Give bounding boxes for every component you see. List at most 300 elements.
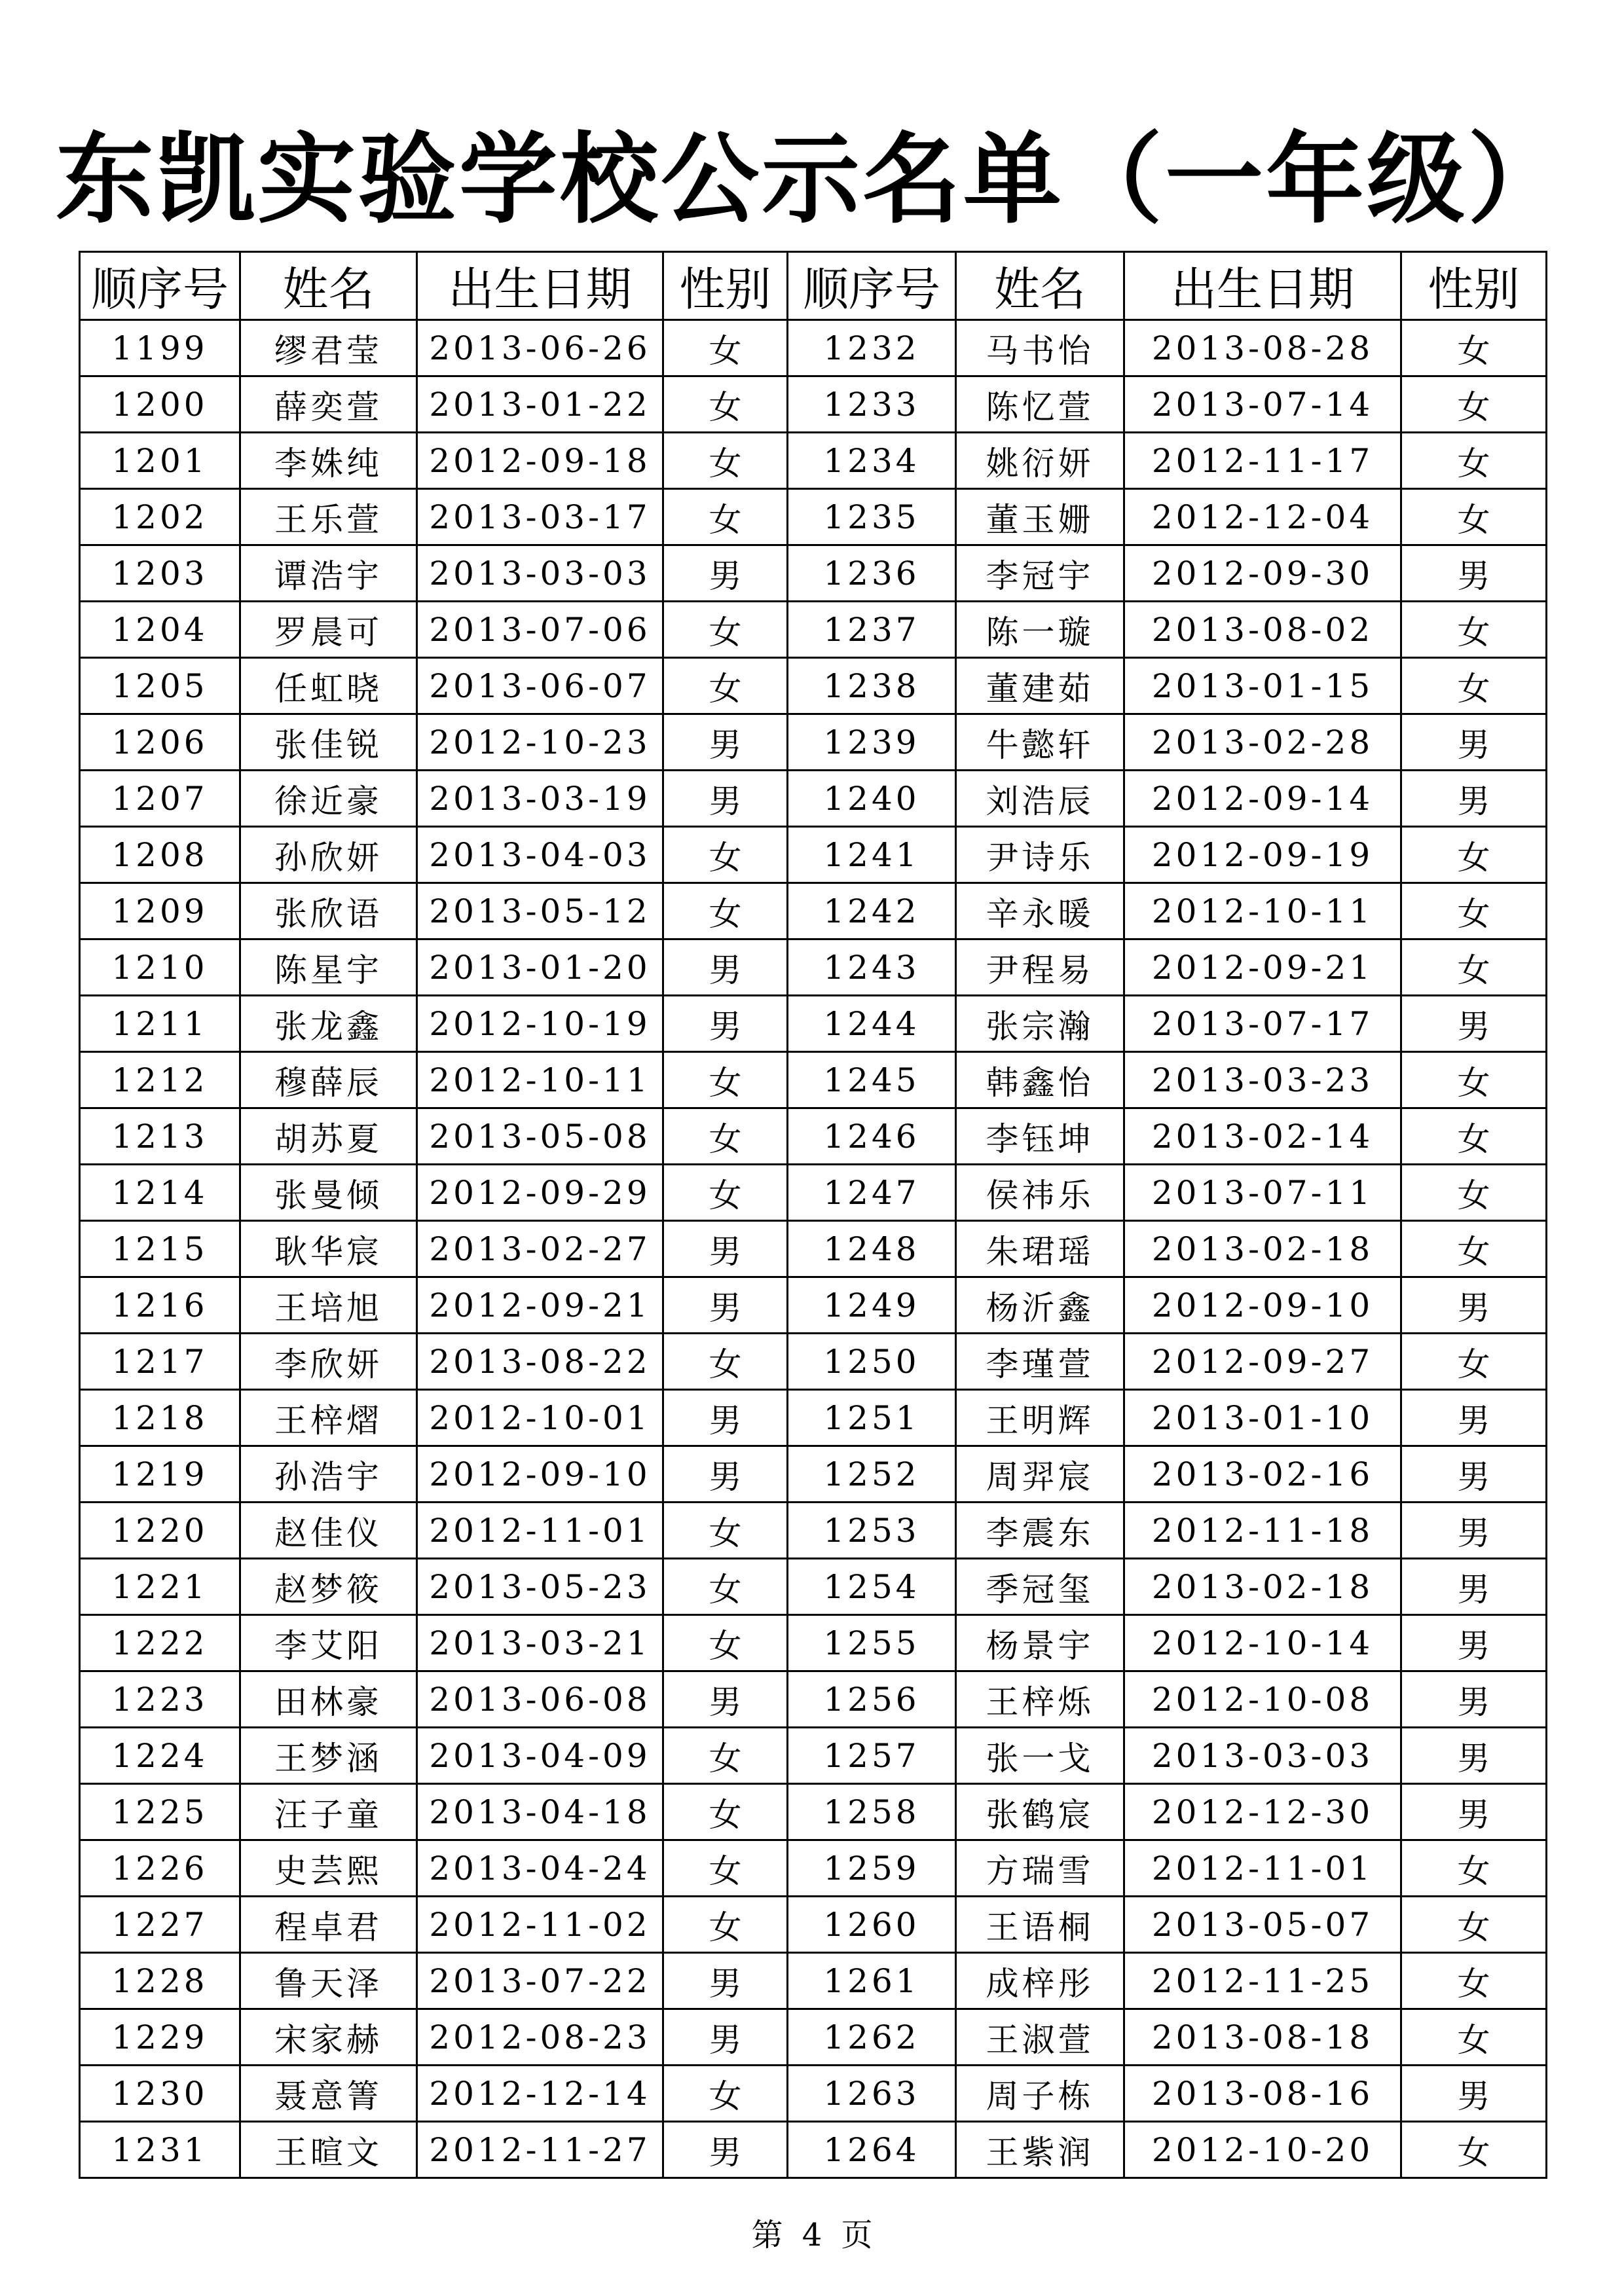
birthdate-cell: 2013-03-17 [417,489,663,545]
birthdate-cell: 2013-06-08 [417,1671,663,1728]
name-cell: 王淑萱 [956,2009,1124,2066]
name-cell: 汪子童 [240,1784,417,1840]
table-row [80,1897,1547,1953]
gender-cell: 女 [663,1615,788,1671]
name-cell: 张鹤宸 [956,1784,1124,1840]
seq-cell: 1263 [788,2066,956,2122]
birthdate-cell: 2013-02-28 [1124,714,1401,771]
birthdate-cell: 2012-09-21 [417,1277,663,1334]
seq-cell: 1232 [788,320,956,376]
birthdate-cell: 2013-03-21 [417,1615,663,1671]
birthdate-cell: 2012-09-10 [417,1446,663,1503]
gender-cell: 女 [1401,827,1547,883]
seq-cell: 1216 [80,1277,240,1334]
seq-cell: 1234 [788,433,956,489]
gender-cell: 女 [1401,1334,1547,1390]
name-cell: 史芸熙 [240,1840,417,1897]
gender-cell: 男 [663,1390,788,1446]
gender-cell: 女 [663,1165,788,1221]
birthdate-cell: 2012-11-18 [1124,1503,1401,1559]
seq-cell: 1219 [80,1446,240,1503]
name-cell: 李欣妍 [240,1334,417,1390]
gender-cell: 女 [663,376,788,433]
name-cell: 缪君莹 [240,320,417,376]
table-row [80,1390,1547,1446]
gender-cell: 男 [663,1277,788,1334]
name-cell: 张龙鑫 [240,996,417,1052]
name-cell: 李钰坤 [956,1108,1124,1165]
name-cell: 王梓烁 [956,1671,1124,1728]
seq-cell: 1247 [788,1165,956,1221]
seq-cell: 1241 [788,827,956,883]
name-cell: 耿华宸 [240,1221,417,1277]
birthdate-cell: 2012-09-19 [1124,827,1401,883]
birthdate-cell: 2012-10-23 [417,714,663,771]
birthdate-cell: 2013-07-06 [417,602,663,658]
header-gender-right: 性别 [1401,252,1547,320]
gender-cell: 男 [1401,1671,1547,1728]
table-row [80,1559,1547,1615]
gender-cell: 男 [1401,1503,1547,1559]
name-cell: 赵佳仪 [240,1503,417,1559]
birthdate-cell: 2013-02-14 [1124,1108,1401,1165]
name-cell: 李冠宇 [956,545,1124,602]
birthdate-cell: 2012-10-08 [1124,1671,1401,1728]
gender-cell: 男 [663,714,788,771]
seq-cell: 1253 [788,1503,956,1559]
seq-cell: 1230 [80,2066,240,2122]
seq-cell: 1227 [80,1897,240,1953]
birthdate-cell: 2012-10-11 [1124,883,1401,939]
seq-cell: 1220 [80,1503,240,1559]
page-number: 第 4 页 [751,2217,873,2253]
name-cell: 姚衍妍 [956,433,1124,489]
seq-cell: 1229 [80,2009,240,2066]
table-row [80,2122,1547,2178]
gender-cell: 女 [663,602,788,658]
table-header-row [80,252,1547,320]
seq-cell: 1203 [80,545,240,602]
name-cell: 牛懿轩 [956,714,1124,771]
gender-cell: 女 [1401,320,1547,376]
birthdate-cell: 2013-01-10 [1124,1390,1401,1446]
seq-cell: 1264 [788,2122,956,2178]
roster-table [79,251,1547,2179]
name-cell: 方瑞雪 [956,1840,1124,1897]
birthdate-cell: 2013-02-16 [1124,1446,1401,1503]
gender-cell: 女 [663,1334,788,1390]
seq-cell: 1221 [80,1559,240,1615]
birthdate-cell: 2012-09-18 [417,433,663,489]
header-name-right: 姓名 [956,252,1124,320]
name-cell: 王暄文 [240,2122,417,2178]
birthdate-cell: 2013-01-15 [1124,658,1401,714]
gender-cell: 男 [663,771,788,827]
birthdate-cell: 2012-09-29 [417,1165,663,1221]
seq-cell: 1212 [80,1052,240,1108]
seq-cell: 1258 [788,1784,956,1840]
name-cell: 王梓熠 [240,1390,417,1446]
gender-cell: 女 [1401,1108,1547,1165]
gender-cell: 男 [663,996,788,1052]
seq-cell: 1210 [80,939,240,996]
table-row [80,1615,1547,1671]
gender-cell: 女 [663,320,788,376]
seq-cell: 1257 [788,1728,956,1784]
gender-cell: 女 [1401,658,1547,714]
name-cell: 任虹晓 [240,658,417,714]
seq-cell: 1236 [788,545,956,602]
gender-cell: 男 [663,939,788,996]
birthdate-cell: 2012-12-14 [417,2066,663,2122]
name-cell: 鲁天泽 [240,1953,417,2009]
gender-cell: 男 [663,2009,788,2066]
gender-cell: 女 [1401,376,1547,433]
gender-cell: 男 [1401,996,1547,1052]
gender-cell: 男 [1401,1784,1547,1840]
seq-cell: 1246 [788,1108,956,1165]
birthdate-cell: 2013-03-23 [1124,1052,1401,1108]
name-cell: 李艾阳 [240,1615,417,1671]
gender-cell: 男 [1401,1615,1547,1671]
header-seq-left: 顺序号 [80,252,240,320]
birthdate-cell: 2013-07-17 [1124,996,1401,1052]
birthdate-cell: 2013-04-03 [417,827,663,883]
gender-cell: 女 [663,1784,788,1840]
table-row [80,433,1547,489]
gender-cell: 女 [1401,1165,1547,1221]
gender-cell: 男 [663,1446,788,1503]
header-seq-right: 顺序号 [788,252,956,320]
seq-cell: 1211 [80,996,240,1052]
birthdate-cell: 2013-08-16 [1124,2066,1401,2122]
birthdate-cell: 2013-07-22 [417,1953,663,2009]
birthdate-cell: 2013-05-07 [1124,1897,1401,1953]
table-row [80,602,1547,658]
birthdate-cell: 2012-11-17 [1124,433,1401,489]
birthdate-cell: 2013-02-27 [417,1221,663,1277]
name-cell: 徐近豪 [240,771,417,827]
seq-cell: 1245 [788,1052,956,1108]
birthdate-cell: 2013-03-03 [417,545,663,602]
table-row [80,1784,1547,1840]
birthdate-cell: 2012-09-14 [1124,771,1401,827]
name-cell: 陈星宇 [240,939,417,996]
name-cell: 张一戈 [956,1728,1124,1784]
name-cell: 季冠玺 [956,1559,1124,1615]
name-cell: 张宗瀚 [956,996,1124,1052]
gender-cell: 女 [663,433,788,489]
table-row [80,883,1547,939]
birthdate-cell: 2013-04-24 [417,1840,663,1897]
table-row [80,1165,1547,1221]
name-cell: 马书怡 [956,320,1124,376]
gender-cell: 男 [1401,1446,1547,1503]
table-row [80,996,1547,1052]
gender-cell: 女 [663,1559,788,1615]
birthdate-cell: 2012-09-27 [1124,1334,1401,1390]
gender-cell: 女 [1401,1052,1547,1108]
seq-cell: 1259 [788,1840,956,1897]
name-cell: 程卓君 [240,1897,417,1953]
seq-cell: 1206 [80,714,240,771]
seq-cell: 1208 [80,827,240,883]
seq-cell: 1255 [788,1615,956,1671]
name-cell: 孙欣妍 [240,827,417,883]
table-row [80,714,1547,771]
name-cell: 王紫润 [956,2122,1124,2178]
birthdate-cell: 2012-11-27 [417,2122,663,2178]
gender-cell: 女 [1401,1953,1547,2009]
gender-cell: 女 [1401,489,1547,545]
gender-cell: 女 [1401,433,1547,489]
birthdate-cell: 2012-11-25 [1124,1953,1401,2009]
birthdate-cell: 2013-04-09 [417,1728,663,1784]
birthdate-cell: 2012-11-01 [417,1503,663,1559]
seq-cell: 1243 [788,939,956,996]
seq-cell: 1240 [788,771,956,827]
seq-cell: 1235 [788,489,956,545]
header-gender-left: 性别 [663,252,788,320]
gender-cell: 女 [1401,602,1547,658]
gender-cell: 女 [663,1840,788,1897]
seq-cell: 1218 [80,1390,240,1446]
gender-cell: 女 [663,827,788,883]
seq-cell: 1201 [80,433,240,489]
seq-cell: 1249 [788,1277,956,1334]
birthdate-cell: 2012-11-01 [1124,1840,1401,1897]
gender-cell: 女 [1401,1840,1547,1897]
table-row [80,1503,1547,1559]
name-cell: 陈忆萱 [956,376,1124,433]
table-row [80,1671,1547,1728]
seq-cell: 1244 [788,996,956,1052]
gender-cell: 女 [663,883,788,939]
gender-cell: 男 [1401,1277,1547,1334]
birthdate-cell: 2012-09-30 [1124,545,1401,602]
birthdate-cell: 2013-05-08 [417,1108,663,1165]
page-title: 东凯实验学校公示名单（一年级） [55,123,1568,237]
seq-cell: 1207 [80,771,240,827]
table-row [80,771,1547,827]
birthdate-cell: 2012-12-04 [1124,489,1401,545]
gender-cell: 男 [663,1953,788,2009]
birthdate-cell: 2012-11-02 [417,1897,663,1953]
table-row [80,545,1547,602]
table-row [80,1334,1547,1390]
birthdate-cell: 2013-01-20 [417,939,663,996]
birthdate-cell: 2013-05-23 [417,1559,663,1615]
seq-cell: 1260 [788,1897,956,1953]
gender-cell: 女 [663,2066,788,2122]
seq-cell: 1262 [788,2009,956,2066]
table-row [80,320,1547,376]
gender-cell: 男 [663,2122,788,2178]
name-cell: 杨沂鑫 [956,1277,1124,1334]
name-cell: 王明辉 [956,1390,1124,1446]
name-cell: 李震东 [956,1503,1124,1559]
name-cell: 尹程易 [956,939,1124,996]
gender-cell: 男 [1401,1728,1547,1784]
gender-cell: 男 [1401,771,1547,827]
header-name-left: 姓名 [240,252,417,320]
seq-cell: 1242 [788,883,956,939]
table-row [80,1108,1547,1165]
name-cell: 孙浩宇 [240,1446,417,1503]
seq-cell: 1200 [80,376,240,433]
birthdate-cell: 2013-08-02 [1124,602,1401,658]
seq-cell: 1239 [788,714,956,771]
name-cell: 辛永暖 [956,883,1124,939]
birthdate-cell: 2013-04-18 [417,1784,663,1840]
table-row [80,1840,1547,1897]
name-cell: 王培旭 [240,1277,417,1334]
birthdate-cell: 2013-08-22 [417,1334,663,1390]
name-cell: 周子栋 [956,2066,1124,2122]
seq-cell: 1223 [80,1671,240,1728]
gender-cell: 男 [1401,2066,1547,2122]
seq-cell: 1222 [80,1615,240,1671]
name-cell: 董建茹 [956,658,1124,714]
name-cell: 谭浩宇 [240,545,417,602]
table-body [80,320,1547,2178]
gender-cell: 男 [663,1221,788,1277]
birthdate-cell: 2012-12-30 [1124,1784,1401,1840]
gender-cell: 女 [1401,939,1547,996]
birthdate-cell: 2012-09-21 [1124,939,1401,996]
seq-cell: 1225 [80,1784,240,1840]
birthdate-cell: 2013-07-11 [1124,1165,1401,1221]
birthdate-cell: 2013-06-26 [417,320,663,376]
name-cell: 成梓彤 [956,1953,1124,2009]
seq-cell: 1214 [80,1165,240,1221]
gender-cell: 女 [663,1052,788,1108]
seq-cell: 1213 [80,1108,240,1165]
table-row [80,939,1547,996]
name-cell: 穆薛辰 [240,1052,417,1108]
birthdate-cell: 2012-10-14 [1124,1615,1401,1671]
seq-cell: 1256 [788,1671,956,1728]
gender-cell: 女 [1401,1221,1547,1277]
birthdate-cell: 2013-02-18 [1124,1221,1401,1277]
table-row [80,1277,1547,1334]
table-row [80,1052,1547,1108]
gender-cell: 男 [663,1671,788,1728]
seq-cell: 1254 [788,1559,956,1615]
gender-cell: 男 [1401,714,1547,771]
name-cell: 刘浩辰 [956,771,1124,827]
name-cell: 赵梦筱 [240,1559,417,1615]
name-cell: 李瑾萱 [956,1334,1124,1390]
table-row [80,1221,1547,1277]
table-row [80,1728,1547,1784]
gender-cell: 女 [663,489,788,545]
table-row [80,1446,1547,1503]
table-row [80,489,1547,545]
birthdate-cell: 2012-10-20 [1124,2122,1401,2178]
name-cell: 田林豪 [240,1671,417,1728]
seq-cell: 1205 [80,658,240,714]
table-row [80,827,1547,883]
seq-cell: 1261 [788,1953,956,2009]
name-cell: 王语桐 [956,1897,1124,1953]
birthdate-cell: 2013-03-19 [417,771,663,827]
seq-cell: 1250 [788,1334,956,1390]
name-cell: 张曼倾 [240,1165,417,1221]
name-cell: 尹诗乐 [956,827,1124,883]
seq-cell: 1251 [788,1390,956,1446]
birthdate-cell: 2013-02-18 [1124,1559,1401,1615]
birthdate-cell: 2013-03-03 [1124,1728,1401,1784]
birthdate-cell: 2013-08-28 [1124,320,1401,376]
birthdate-cell: 2013-01-22 [417,376,663,433]
seq-cell: 1237 [788,602,956,658]
name-cell: 薛奕萱 [240,376,417,433]
birthdate-cell: 2013-05-12 [417,883,663,939]
name-cell: 李姝纯 [240,433,417,489]
table-row [80,658,1547,714]
seq-cell: 1228 [80,1953,240,2009]
gender-cell: 男 [1401,1559,1547,1615]
seq-cell: 1204 [80,602,240,658]
name-cell: 张佳锐 [240,714,417,771]
gender-cell: 女 [663,658,788,714]
birthdate-cell: 2012-10-01 [417,1390,663,1446]
seq-cell: 1215 [80,1221,240,1277]
seq-cell: 1238 [788,658,956,714]
name-cell: 王梦涵 [240,1728,417,1784]
birthdate-cell: 2012-08-23 [417,2009,663,2066]
seq-cell: 1202 [80,489,240,545]
name-cell: 聂意箐 [240,2066,417,2122]
table-row [80,2066,1547,2122]
name-cell: 王乐萱 [240,489,417,545]
name-cell: 朱珺瑶 [956,1221,1124,1277]
seq-cell: 1199 [80,320,240,376]
name-cell: 宋家赫 [240,2009,417,2066]
gender-cell: 女 [663,1503,788,1559]
gender-cell: 男 [1401,1390,1547,1446]
gender-cell: 女 [1401,2122,1547,2178]
name-cell: 张欣语 [240,883,417,939]
birthdate-cell: 2012-10-19 [417,996,663,1052]
name-cell: 侯祎乐 [956,1165,1124,1221]
name-cell: 杨景宇 [956,1615,1124,1671]
name-cell: 陈一璇 [956,602,1124,658]
birthdate-cell: 2012-09-10 [1124,1277,1401,1334]
seq-cell: 1226 [80,1840,240,1897]
name-cell: 周羿宸 [956,1446,1124,1503]
seq-cell: 1231 [80,2122,240,2178]
name-cell: 韩鑫怡 [956,1052,1124,1108]
seq-cell: 1224 [80,1728,240,1784]
header-birthdate-right: 出生日期 [1124,252,1401,320]
gender-cell: 女 [1401,883,1547,939]
gender-cell: 女 [1401,1897,1547,1953]
table-row [80,376,1547,433]
name-cell: 罗晨可 [240,602,417,658]
gender-cell: 女 [1401,2009,1547,2066]
header-birthdate-left: 出生日期 [417,252,663,320]
table-row [80,1953,1547,2009]
birthdate-cell: 2013-06-07 [417,658,663,714]
seq-cell: 1217 [80,1334,240,1390]
seq-cell: 1209 [80,883,240,939]
name-cell: 董玉姗 [956,489,1124,545]
table-row [80,2009,1547,2066]
seq-cell: 1248 [788,1221,956,1277]
gender-cell: 男 [1401,545,1547,602]
